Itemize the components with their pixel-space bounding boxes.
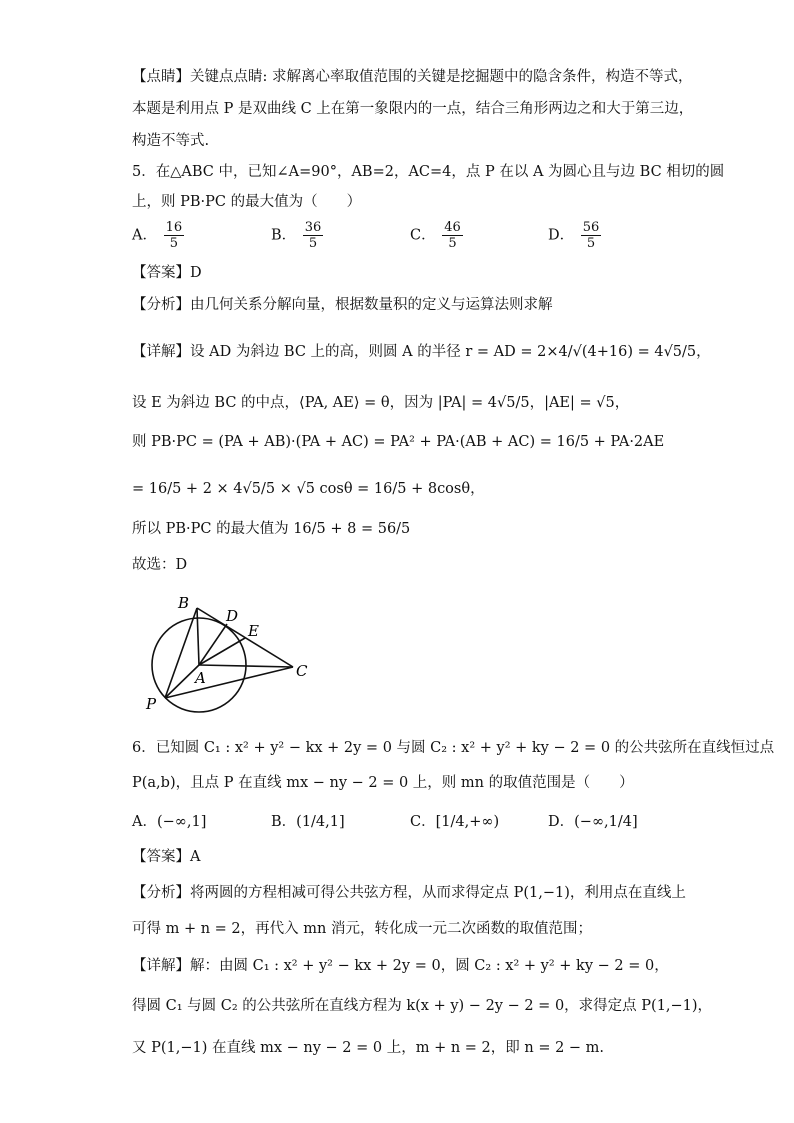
q5-option-d-fraction bbox=[581, 220, 602, 251]
q5-stem-line-2: 上，则 PB·PC 的最大值为（ ） bbox=[132, 194, 362, 210]
q5-detail-line-5: 所以 PB·PC 的最大值为 16/5 + 8 = 56/5 bbox=[132, 521, 411, 537]
label-e: E bbox=[248, 622, 259, 640]
q5-option-b bbox=[271, 220, 325, 251]
q5-option-d bbox=[548, 220, 603, 251]
q6-option-a bbox=[132, 810, 206, 831]
segment-ba bbox=[197, 608, 199, 665]
q6-option-a-text: (−∞,1] bbox=[156, 814, 207, 830]
q6-option-c-text: [1/4,+∞) bbox=[435, 814, 500, 830]
q6-option-c-label: C． bbox=[410, 814, 436, 830]
q5-option-a-num: 16 bbox=[165, 220, 183, 235]
q5-choose: 故选：D bbox=[132, 557, 188, 573]
q5-geometry-figure bbox=[140, 588, 320, 718]
label-d: D bbox=[226, 607, 239, 625]
q5-stem-line-1: 5．在△ABC 中，已知∠A=90°，AB=2，AC=4，点 P 在以 A 为圆心且与边 BC 相切的圆 bbox=[132, 164, 725, 180]
q6-stem-line-2: P(a,b)，且点 P 在直线 mx − ny − 2 = 0 上，则 mn 的取值范围是（ ） bbox=[132, 775, 634, 791]
q5-option-a bbox=[132, 220, 186, 251]
q6-detail-line-3: 又 P(1,−1) 在直线 mx − ny − 2 = 0 上，m + n = 2，即 n = 2 − m. bbox=[132, 1040, 605, 1056]
q6-analysis-line-2: 可得 m + n = 2，再代入 mn 消元，转化成一元二次函数的取值范围； bbox=[132, 921, 592, 937]
q5-option-d-den: 5 bbox=[586, 236, 596, 251]
q5-option-b-num: 36 bbox=[304, 220, 322, 235]
q6-option-c bbox=[410, 810, 499, 831]
q5-detail-line-2: 设 E 为斜边 BC 的中点，⟨PA, AE⟩ = θ，因为 |PA| = 4√5/5，|AE| = √5， bbox=[132, 395, 630, 411]
q5-option-b-fraction bbox=[303, 220, 324, 251]
q6-stem-line-1: 6．已知圆 C₁ : x² + y² − kx + 2y = 0 与圆 C₂ : x² + y² + ky − 2 = 0 的公共弦所在直线恒过点 bbox=[132, 740, 775, 756]
q5-option-a-den: 5 bbox=[169, 236, 178, 251]
q5-analysis: 【分析】由几何关系分解向量，根据数量积的定义与运算法则求解 bbox=[132, 297, 553, 313]
q5-answer: 【答案】D bbox=[132, 265, 202, 281]
q5-detail-line-1: 【详解】设 AD 为斜边 BC 上的高，则圆 A 的半径 r = AD = 2×4/√(4+16) = 4√5/5， bbox=[132, 344, 711, 360]
q5-detail-line-3: 则 PB·PC = (PA + AB)·(PA + AC) = PA² + PA·(AB + AC) = 16/5 + PA·2AE bbox=[132, 434, 665, 450]
q6-option-b bbox=[271, 810, 345, 831]
segment-pc bbox=[165, 667, 293, 698]
label-a: A bbox=[195, 669, 206, 687]
q5-option-c-fraction bbox=[442, 220, 463, 251]
segment-ac bbox=[199, 665, 293, 667]
q5-option-d-num: 56 bbox=[582, 220, 600, 235]
insight-line-3: 构造不等式. bbox=[132, 133, 210, 149]
q6-option-d bbox=[548, 810, 638, 831]
q5-detail-line-4: = 16/5 + 2 × 4√5/5 × √5 cosθ = 16/5 + 8cosθ， bbox=[132, 481, 485, 497]
label-p: P bbox=[146, 695, 157, 713]
q6-option-b-label: B． bbox=[271, 814, 297, 830]
q5-option-a-label: A． bbox=[132, 227, 157, 244]
q6-option-d-label: D． bbox=[548, 814, 575, 830]
label-b: B bbox=[178, 594, 190, 612]
q5-option-b-den: 5 bbox=[308, 236, 318, 251]
q5-option-d-label: D． bbox=[548, 227, 575, 244]
q5-option-c-den: 5 bbox=[448, 236, 457, 251]
q6-option-a-label: A． bbox=[132, 814, 157, 830]
q6-detail-line-2: 得圆 C₁ 与圆 C₂ 的公共弦所在直线方程为 k(x + y) − 2y − 2 = 0，求得定点 P(1,−1)， bbox=[132, 998, 713, 1014]
q6-detail-line-1: 【详解】解：由圆 C₁ : x² + y² − kx + 2y = 0，圆 C₂ : x² + y² + ky − 2 = 0， bbox=[132, 958, 669, 974]
q5-option-c-label: C． bbox=[410, 227, 436, 244]
label-c: C bbox=[296, 662, 308, 680]
segment-ae bbox=[199, 638, 245, 665]
insight-line-1: 【点睛】关键点点睛: 求解离心率取值范围的关键是挖掘题中的隐含条件，构造不等式， bbox=[132, 69, 693, 85]
q6-answer: 【答案】A bbox=[132, 849, 201, 865]
q6-option-b-text: (1/4,1] bbox=[296, 814, 345, 830]
q5-option-b-label: B． bbox=[271, 227, 297, 244]
q5-option-c bbox=[410, 220, 465, 251]
q5-option-a-fraction bbox=[164, 220, 185, 251]
q5-option-c-num: 46 bbox=[444, 220, 461, 235]
q6-analysis-line-1: 【分析】将两圆的方程相减可得公共弦方程，从而求得定点 P(1,−1)，利用点在直线上 bbox=[132, 885, 686, 901]
q6-option-d-text: (−∞,1/4] bbox=[574, 814, 638, 830]
insight-line-2: 本题是利用点 P 是双曲线 C 上在第一象限内的一点，结合三角形两边之和大于第三边， bbox=[132, 101, 694, 117]
segment-ad bbox=[199, 624, 227, 665]
